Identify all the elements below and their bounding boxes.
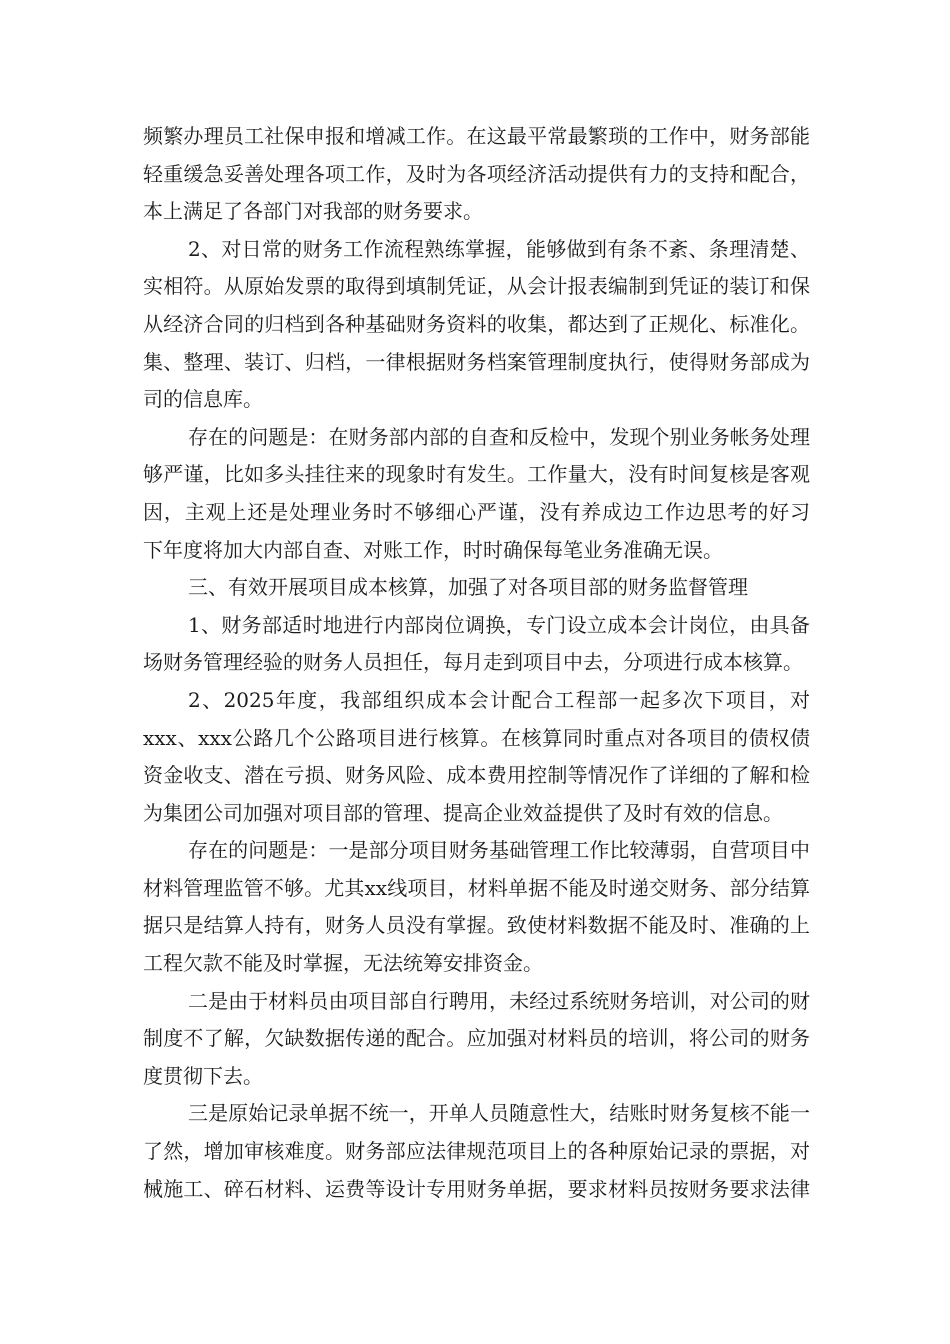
text-line: 材料管理监管不够。尤其xx线项目，材料单据不能及时递交财务、部分结算 <box>143 875 810 900</box>
text-line: 轻重缓急妥善处理各项工作，及时为各项经济活动提供有力的支持和配合， <box>143 161 810 186</box>
text-line: 场财务管理经验的财务人员担任，每月走到项目中去，分项进行成本核算。 <box>143 650 803 675</box>
text-line: 存在的问题是：在财务部内部的自查和反检中，发现个别业务帐务处理 <box>188 424 810 449</box>
text-line: 1、财务部适时地进行内部岗位调换，专门设立成本会计岗位，由具备 <box>188 612 810 637</box>
text-line: 二是由于材料员由项目部自行聘用，未经过系统财务培训，对公司的财 <box>188 988 810 1013</box>
text-line: 为集团公司加强对项目部的管理、提高企业效益提供了及时有效的信息。 <box>143 800 783 825</box>
text-line: xxx、xxx公路几个公路项目进行核算。在核算同时重点对各项目的债权债 <box>143 725 810 750</box>
text-line: 从经济合同的归档到各种基础财务资料的收集，都达到了正规化、标准化。 <box>143 311 810 336</box>
text-line: 械施工、碎石材料、运费等设计专用财务单据，要求材料员按财务要求法律 <box>143 1176 810 1201</box>
text-line: 三、有效开展项目成本核算，加强了对各项目部的财务监督管理 <box>188 575 748 600</box>
text-line: 工程欠款不能及时掌握，无法统筹安排资金。 <box>143 951 543 976</box>
text-line: 频繁办理员工社保申报和增减工作。在这最平常最繁琐的工作中，财务部能 <box>143 124 810 148</box>
text-line: 资金收支、潜在亏损、财务风险、成本费用控制等情况作了详细的了解和检 <box>143 763 810 788</box>
text-line: 因，主观上还是处理业务时不够细心严谨，没有养成边工作边思考的好习 <box>143 499 810 524</box>
text-line: 够严谨，比如多头挂往来的现象时有发生。工作量大，没有时间复核是客观 <box>143 462 810 487</box>
text-line: 2、2025年度，我部组织成本会计配合工程部一起多次下项目，对 <box>188 687 810 712</box>
text-line: 存在的问题是：一是部分项目财务基础管理工作比较薄弱，自营项目中 <box>188 838 810 863</box>
text-line: 本上满足了各部门对我部的财务要求。 <box>143 199 483 224</box>
text-line: 据只是结算人持有，财务人员没有掌握。致使材料数据不能及时、准确的上 <box>143 913 810 938</box>
document-body <box>143 118 810 1208</box>
text-line: 实相符。从原始发票的取得到填制凭证，从会计报表编制到凭证的装订和保 <box>143 274 810 299</box>
text-line: 制度不了解，欠缺数据传递的配合。应加强对材料员的培训，将公司的财务 <box>143 1026 810 1051</box>
text-line: 度贯彻下去。 <box>143 1063 263 1088</box>
text-line: 集、整理、装订、归档，一律根据财务档案管理制度执行，使得财务部成为 <box>143 349 810 374</box>
text-line: 了然，增加审核难度。财务部应法律规范项目上的各种原始记录的票据，对 <box>143 1139 810 1164</box>
text-line: 下年度将加大内部自查、对账工作，时时确保每笔业务准确无误。 <box>143 537 723 562</box>
text-line: 司的信息库。 <box>143 387 263 412</box>
text-line: 三是原始记录单据不统一，开单人员随意性大，结账时财务复核不能一 <box>188 1101 810 1126</box>
text-line: 2、对日常的财务工作流程熟练掌握，能够做到有条不紊、条理清楚、 <box>188 236 810 261</box>
